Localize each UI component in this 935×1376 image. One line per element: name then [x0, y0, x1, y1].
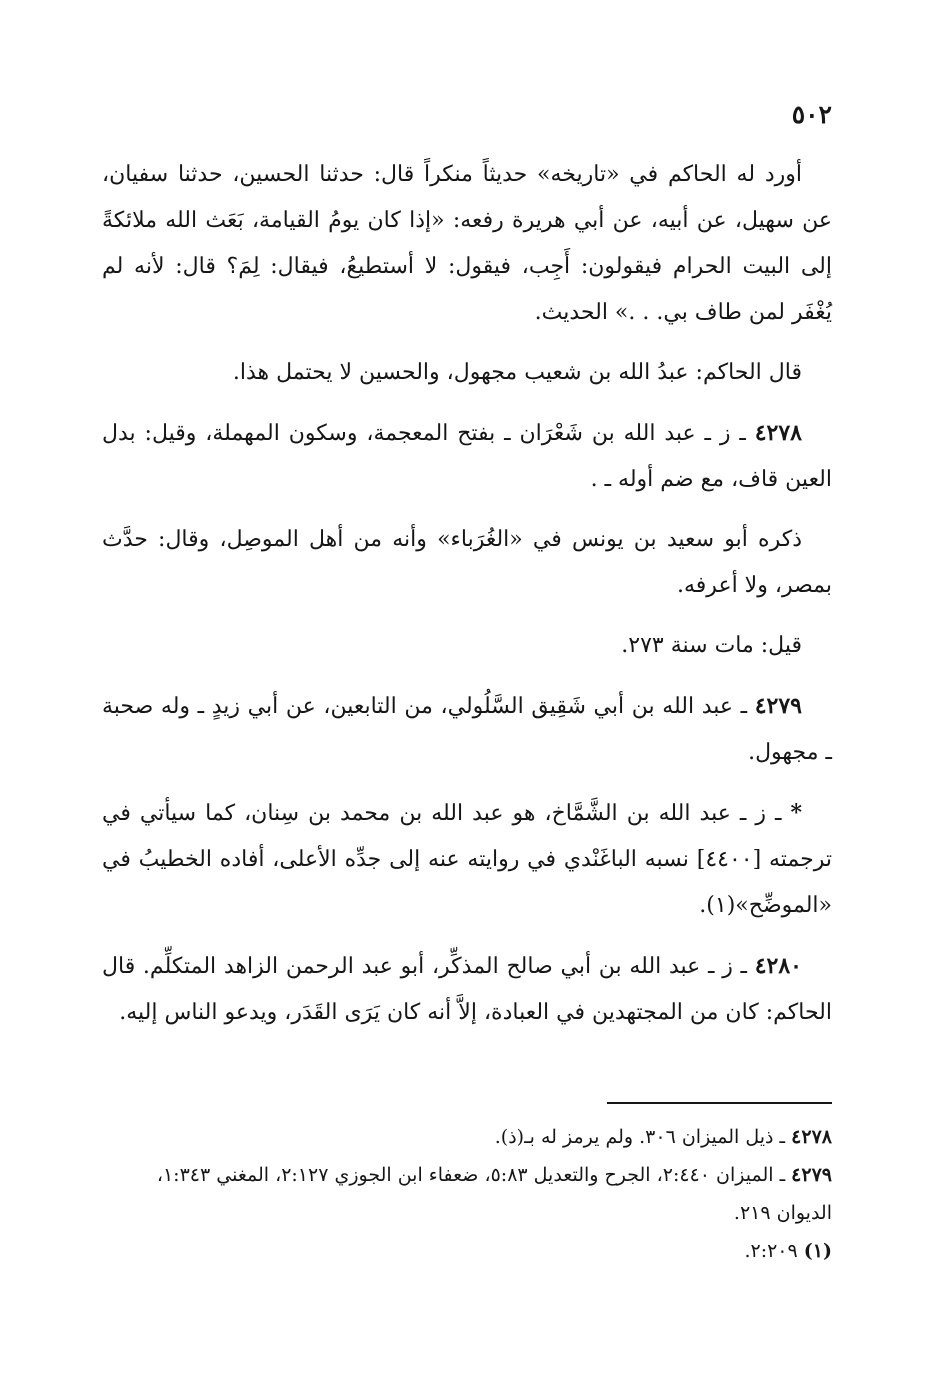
entry-text: ذكره أبو سعيد بن يونس في «الغُرَباء» وأنه من أهل الموصِل، وقال: حدَّث بمصر، ولا أعرفه.	[102, 527, 832, 598]
footnote-4278	[102, 1118, 832, 1156]
entry-text: ـ ز ـ عبد الله بن شَعْرَان ـ بفتح المعجمة، وسكون المهملة، وقيل: بدل العين قاف، مع ضم أوله ـ .	[102, 421, 832, 492]
entry-4278-ibn-yunus	[102, 517, 832, 609]
footnote-number: ٤٢٧٩	[791, 1164, 832, 1186]
footnote-divider	[607, 1102, 832, 1104]
entry-text: ـ ز ـ عبد الله بن الشَّمَّاخ، هو عبد الله بن محمد بن سِنان، كما سيأتي في ترجمته [٤٤٠٠] نسبه الباغَنْدي في روايته عنه إلى جدِّه الأعلى، أفاده الخطيبُ في «الموضِّح»(١).	[102, 801, 832, 918]
star-marker: *	[790, 800, 802, 826]
entry-4279	[102, 683, 832, 776]
entry-number: ٤٢٧٩	[754, 693, 802, 719]
entry-4280	[102, 943, 832, 1036]
footnote-1	[102, 1232, 832, 1270]
entry-number: ٤٢٨٠	[754, 953, 802, 979]
entry-4278-death-year	[102, 623, 832, 669]
entry-4278	[102, 410, 832, 503]
entry-text: ـ عبد الله بن أبي شَقِيق السَّلُولي، من التابعين، عن أبي زيدٍ ـ وله صحبة ـ مجهول.	[102, 694, 832, 765]
entry-star-shammakh	[102, 790, 832, 929]
footnotes	[102, 1118, 832, 1270]
entry-number: ٤٢٧٨	[754, 420, 802, 446]
paragraph-hakim-comment: قال الحاكم: عبدُ الله بن شعيب مجهول، والحسين لا يحتمل هذا.	[232, 360, 802, 385]
footnote-number: (١)	[803, 1240, 832, 1262]
page-number: ٥٠٢	[791, 100, 832, 129]
main-text	[102, 152, 832, 1050]
footnote-4279	[102, 1156, 832, 1232]
footnote-text: ـ ذيل الميزان ٣٠٦. ولم يرمز له بـ(ذ).	[494, 1126, 792, 1148]
footnote-text: ـ الميزان ٢:٤٤٠، الجرح والتعديل ٥:٨٣، ضعفاء ابن الجوزي ٢:١٢٧، المغني ١:٣٤٣، الديوان ٢١٩.	[156, 1164, 832, 1224]
footnote-number: ٤٢٧٨	[791, 1126, 832, 1148]
footnote-text: ٢:٢٠٩.	[744, 1240, 804, 1262]
paragraph-hakim-narration: أورد له الحاكم في «تاريخه» حديثاً منكراً قال: حدثنا الحسين، حدثنا سفيان، عن سهيل، عن أبيه، عن أبي هريرة رفعه: «إذا كان يومُ القيامة، بَعَث الله ملائكةً إلى البيت الحرام فيقولون: أَجِب، فيقول: لا أستطيعُ، فيقال: لِمَ؟ قال: لأنه لم يُغْفَر لمن طاف بي. . .» الحديث.	[102, 162, 832, 325]
entry-text: قيل: مات سنة ٢٧٣.	[621, 633, 802, 658]
entry-text: ـ ز ـ عبد الله بن أبي صالح المذكِّر، أبو عبد الرحمن الزاهد المتكلِّم. قال الحاكم: كان من المجتهدين في العبادة، إلاَّ أنه كان يَرَى القَدَر، ويدعو الناس إليه.	[102, 954, 832, 1025]
